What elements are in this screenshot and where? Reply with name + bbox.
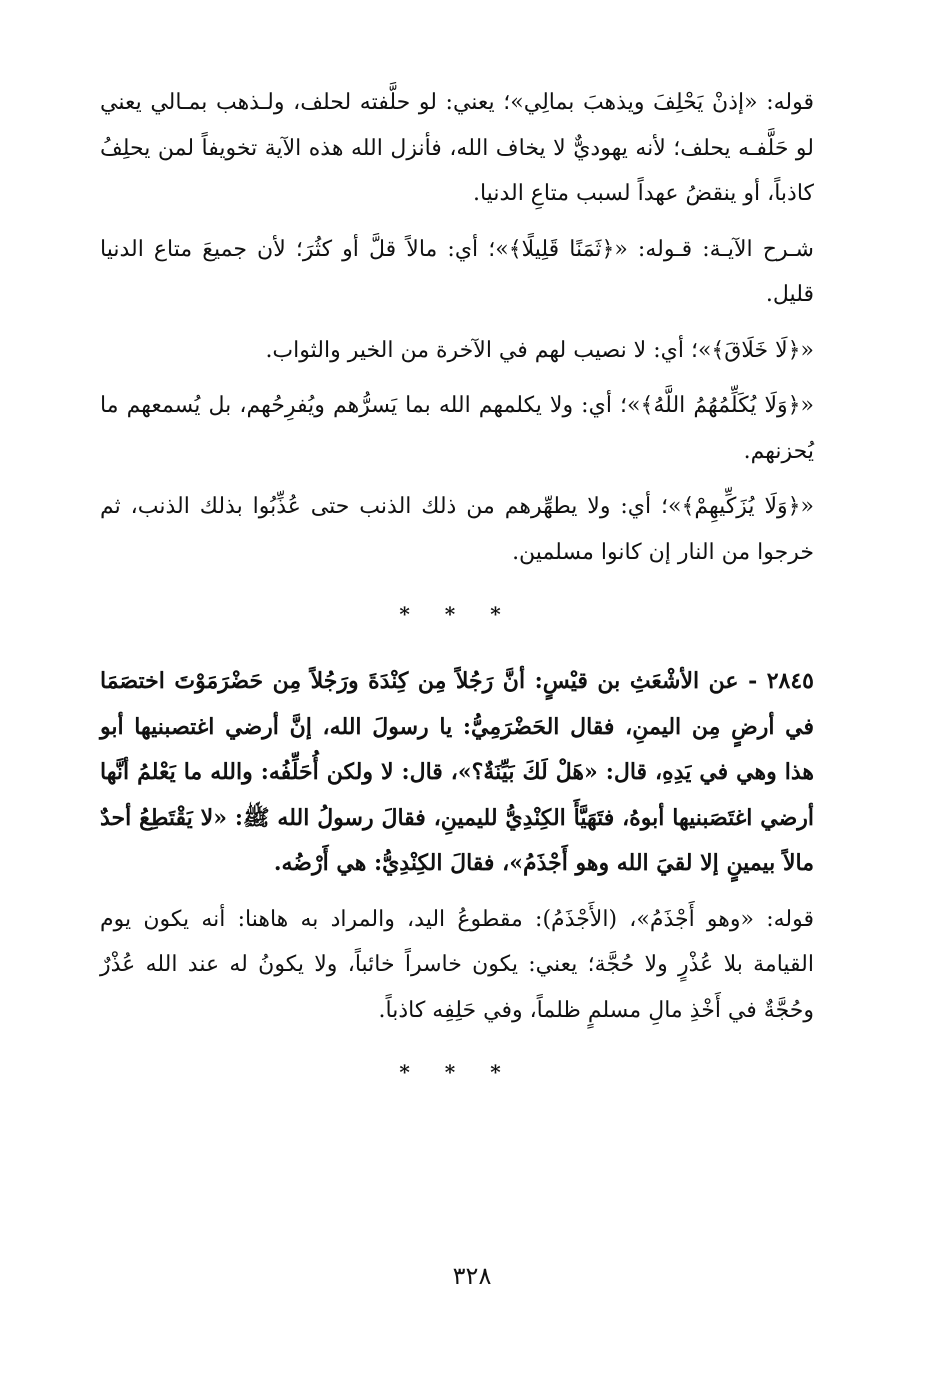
hadith-commentary: قوله: «وهو أَجْذَمُ»، (الأَجْذَمُ): مقطوعُ اليد، والمراد به هاهنا: أنه يكون يوم القيامة بلا عُذْرٍ ولا حُجَّة؛ يعني: يكون خاسراً خائباً، ولا يكونُ له عند الله عُذْرٌ وحُجَّةٌ في أَخْذِ مالِ مسلمٍ ظلماً، وفي حَلِفِه كاذباً. [100, 906, 814, 1023]
paragraph-commentary-5: «﴿وَلَا يُزَكِّيهِمْ﴾»؛ أي: ولا يطهِّرهم من ذلك الذنب حتى عُذِّبُوا بذلك الذنب، ثم خرجوا من النار إن كانوا مسلمين. [100, 494, 814, 565]
paragraph-commentary-3: «﴿لَا خَلَاقَ﴾»؛ أي: لا نصيب لهم في الآخرة من الخير والثواب. [265, 337, 814, 363]
section-separator: * * * [399, 602, 515, 626]
page-number: ٣٢٨ [452, 1262, 492, 1290]
paragraph-commentary-1: قوله: «إذنْ يَحْلِفَ ويذهبَ بمالِي»؛ يعني: لو حلَّفته لحلف، ولـذهب بمـالي يعني لو حَلَّفـه يحلف؛ لأنه يهوديٌّ لا يخاف الله، فأنزل الله هذه الآية تخويفاً لمن يحلِفُ كاذباً، أو ينقضُ عهداً لسبب متاعِ الدنيا. [100, 90, 814, 206]
section-separator-end: * * * [399, 1060, 515, 1084]
page-body [100, 80, 814, 1117]
paragraph-commentary-2: شـرح الآيـة: قـوله: «﴿ثَمَنًا قَلِيلًا﴾»؛ أي: مالاً قلَّ أو كثُرَ؛ لأن جميعَ متاع الدنيا قليل. [100, 236, 814, 307]
hadith-text: ٢٨٤٥ - عن الأشْعَثِ بن قيْسٍ: أنَّ رَجُلاً مِن كِنْدَةَ ورَجُلاً مِن حَضْرَمَوْتَ اختصَمَا في أرضٍ مِن اليمنِ، فقال الحَضْرَمِيُّ: يا رسولَ الله، إنَّ أرضي اغتصبنيها أبو هذا وهي في يَدِهِ، قال: «هَلْ لَكَ بَيِّنَةٌ؟»، قال: لا ولكن أُحَلِّفُه: والله ما يَعْلمُ أنَّها أرضي اغتَصَبنيها أبوهُ، فتَهَيَّأَ الكِنْدِيُّ لليمينِ، فقالَ رسولُ الله ﷺ: «لا يَقْتَطِعُ أحدٌ مالاً بيمينٍ إلا لقيَ الله وهو أَجْذَمُ»، فقالَ الكِنْدِيُّ: هي أَرْضُه. [100, 668, 814, 876]
paragraph-commentary-4: «﴿وَلَا يُكَلِّمُهُمُ اللَّهُ﴾»؛ أي: ولا يكلمهم الله بما يَسرُّهم ويُفرِحُهم، بل يُسمعهم ما يُحزنهم. [100, 393, 814, 464]
